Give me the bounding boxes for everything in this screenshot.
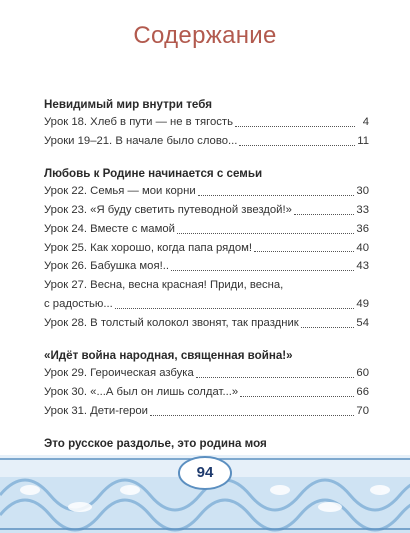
entry-label-line1: Урок 27. Весна, весна красная! Приди, весна, [44, 279, 284, 292]
toc-entry[interactable] [44, 364, 369, 383]
entry-page: 60 [356, 367, 369, 380]
leader-dots [115, 307, 355, 309]
leader-dots [150, 414, 354, 416]
leader-dots [177, 232, 354, 234]
leader-dots [171, 269, 354, 271]
section-heading: Это русское раздолье, это родина моя [44, 436, 267, 450]
toc-entry[interactable] [44, 257, 369, 276]
entry-page: 66 [356, 385, 369, 398]
toc-entry[interactable] [44, 383, 369, 402]
leader-dots [301, 326, 355, 328]
entry-label: Урок 23. «Я буду светить путеводной звездой!» [44, 203, 292, 216]
leader-dots [254, 250, 354, 252]
toc-entry[interactable] [44, 113, 369, 132]
entry-page: 43 [356, 260, 369, 273]
toc-section [44, 347, 369, 421]
toc-section [44, 165, 369, 333]
entry-label: с радостью... [44, 298, 113, 311]
entry-page: 4 [362, 116, 369, 128]
entry-label: Урок 18. Хлеб в пути — не в тягость [44, 116, 233, 128]
leader-dots [235, 125, 355, 127]
leader-dots [294, 213, 355, 215]
entry-label: Урок 29. Героическая азбука [44, 367, 194, 380]
entry-label: Урок 22. Семья — мои корни [44, 184, 196, 197]
toc-entry[interactable] [44, 182, 369, 201]
toc-entry-multiline[interactable] [44, 276, 369, 314]
entry-page: 33 [356, 203, 369, 216]
leader-dots [240, 395, 354, 397]
entry-label: Уроки 19–21. В начале было слово... [44, 134, 238, 147]
toc-entry[interactable] [44, 132, 369, 151]
entry-label: Урок 30. «...А был он лишь солдат...» [44, 385, 239, 398]
toc-entry[interactable] [44, 314, 369, 333]
leader-dots [239, 144, 355, 146]
toc-section [44, 96, 369, 151]
entry-label: Урок 28. В толстый колокол звонят, так праздник [44, 317, 299, 330]
toc-entry[interactable] [44, 201, 369, 220]
section-heading: «Идёт война народная, священная война!» [44, 349, 293, 363]
entry-page: 70 [356, 404, 369, 417]
section-heading: Невидимый мир внутри тебя [44, 98, 212, 111]
entry-page: 54 [356, 317, 369, 330]
page-title: Содержание [133, 22, 277, 49]
toc-entry[interactable] [44, 220, 369, 239]
entry-page: 11 [357, 134, 369, 147]
entry-page: 30 [356, 184, 369, 197]
toc-entry[interactable] [44, 402, 369, 421]
entry-label: Урок 24. Вместе с мамой [44, 222, 175, 235]
entry-label: Урок 25. Как хорошо, когда папа рядом! [44, 241, 253, 254]
entry-page: 36 [356, 222, 369, 235]
entry-page: 40 [356, 241, 369, 254]
page-number: 94 [196, 464, 214, 481]
leader-dots [196, 376, 355, 378]
entry-page: 49 [356, 298, 369, 311]
entry-label: Урок 26. Бабушка моя!.. [44, 260, 169, 273]
toc-entry[interactable] [44, 239, 369, 258]
leader-dots [198, 194, 355, 196]
entry-label: Урок 31. Дети-герои [44, 404, 148, 417]
section-heading: Любовь к Родине начинается с семьи [44, 166, 263, 180]
